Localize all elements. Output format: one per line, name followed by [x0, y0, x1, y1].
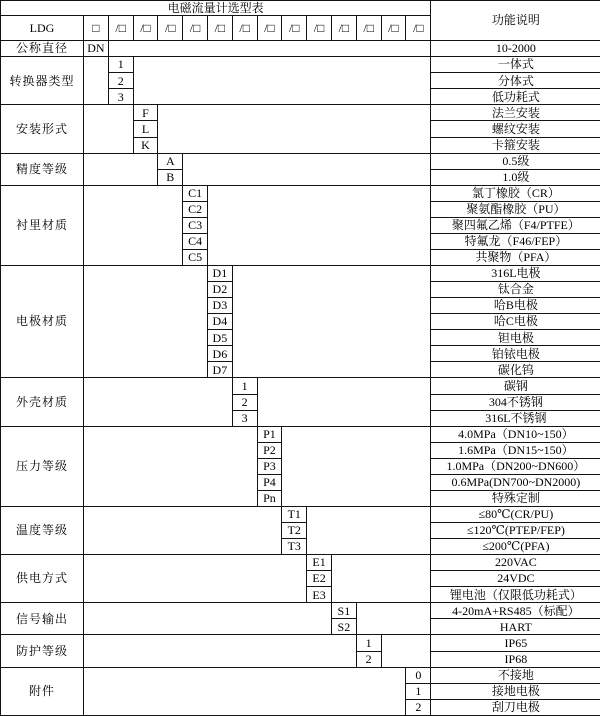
option-code-slot: /□ [232, 16, 257, 41]
function-cell: 0.6MPa(DN700~DN2000) [431, 474, 600, 490]
left-filler-cell [84, 105, 134, 153]
section-label: 转换器类型 [1, 57, 84, 105]
code-cell: T2 [282, 523, 307, 539]
option-code-slot: /□ [381, 16, 406, 41]
right-filler-cell [108, 41, 431, 57]
option-code-slot: /□ [331, 16, 356, 41]
section-label: 信号输出 [1, 603, 84, 635]
code-cell: 2 [356, 651, 381, 667]
code-cell: Pn [257, 490, 282, 506]
option-code-slot: /□ [158, 16, 183, 41]
left-filler-cell [84, 506, 282, 554]
code-cell: E2 [307, 571, 332, 587]
code-cell: L [133, 121, 158, 137]
table-title: 电磁流量计选型表 [1, 1, 431, 16]
section-label: 附件 [1, 667, 84, 715]
code-cell: D3 [207, 298, 232, 314]
code-cell: S1 [331, 603, 356, 619]
model-prefix: LDG [1, 16, 84, 41]
table-row [1, 506, 600, 522]
section-label: 精度等级 [1, 153, 84, 185]
code-cell: D2 [207, 282, 232, 298]
right-filler-cell [307, 506, 431, 554]
section-label: 安装形式 [1, 105, 84, 153]
function-cell: 接地电极 [431, 683, 600, 699]
left-filler-cell [84, 153, 158, 185]
table-row [1, 555, 600, 571]
code-cell: 1 [406, 683, 431, 699]
function-cell: 锂电池（仅限低功耗式） [431, 587, 600, 603]
function-cell: 一体式 [431, 57, 600, 73]
function-cell: 聚四氟乙烯（F4/PTFE） [431, 217, 600, 233]
table-row [1, 41, 600, 57]
right-filler-cell [232, 266, 431, 378]
code-cell: 0 [406, 667, 431, 683]
title-row [1, 1, 600, 16]
function-column-header: 功能说明 [431, 1, 600, 41]
function-cell: 1.0级 [431, 169, 600, 185]
dn-code-box: □ [84, 16, 109, 41]
option-code-slot: /□ [406, 16, 431, 41]
table-row [1, 426, 600, 442]
code-cell: P1 [257, 426, 282, 442]
table-row [1, 185, 600, 201]
section-label: 防护等级 [1, 635, 84, 667]
function-cell: 碳钢 [431, 378, 600, 394]
code-cell: C5 [183, 249, 208, 265]
code-cell: T1 [282, 506, 307, 522]
function-cell: 304不锈钢 [431, 394, 600, 410]
function-cell: 特氟龙（F46/FEP） [431, 233, 600, 249]
code-cell: 1 [356, 635, 381, 651]
code-cell: 3 [108, 89, 133, 105]
function-cell: ≤80℃(CR/PU) [431, 506, 600, 522]
left-filler-cell [84, 635, 357, 667]
code-cell: B [158, 169, 183, 185]
code-cell: T3 [282, 539, 307, 555]
function-cell: IP65 [431, 635, 600, 651]
function-cell: HART [431, 619, 600, 635]
table-row [1, 378, 600, 394]
section-label: 温度等级 [1, 506, 84, 554]
function-cell: 法兰安装 [431, 105, 600, 121]
function-cell: 哈C电极 [431, 314, 600, 330]
option-code-slot: /□ [207, 16, 232, 41]
left-filler-cell [84, 185, 183, 265]
function-cell: 铂铱电极 [431, 346, 600, 362]
function-cell: 碳化钨 [431, 362, 600, 378]
function-cell: 特殊定制 [431, 490, 600, 506]
table-row [1, 153, 600, 169]
right-filler-cell [133, 57, 431, 105]
code-cell: 1 [108, 57, 133, 73]
left-filler-cell [84, 266, 208, 378]
code-cell: C3 [183, 217, 208, 233]
code-cell: P2 [257, 442, 282, 458]
section-label: 外壳材质 [1, 378, 84, 426]
right-filler-cell [356, 603, 431, 635]
table-row [1, 635, 600, 651]
function-cell: 24VDC [431, 571, 600, 587]
function-cell: 不接地 [431, 667, 600, 683]
function-cell: 316L电极 [431, 266, 600, 282]
option-code-slot: /□ [183, 16, 208, 41]
function-cell: 聚氨酯橡胶（PU） [431, 201, 600, 217]
code-cell: C2 [183, 201, 208, 217]
code-cell: F [133, 105, 158, 121]
code-cell: E3 [307, 587, 332, 603]
code-cell: C4 [183, 233, 208, 249]
code-cell: E1 [307, 555, 332, 571]
table-row [1, 105, 600, 121]
function-cell: 1.0MPa（DN200~DN600） [431, 458, 600, 474]
option-code-slot: /□ [356, 16, 381, 41]
code-cell: 2 [108, 73, 133, 89]
function-cell: 316L不锈钢 [431, 410, 600, 426]
code-cell: S2 [331, 619, 356, 635]
option-code-slot: /□ [257, 16, 282, 41]
left-filler-cell [84, 57, 109, 105]
code-cell: D1 [207, 266, 232, 282]
section-label: 衬里材质 [1, 185, 84, 265]
section-label: 压力等级 [1, 426, 84, 506]
function-cell: 共聚物（PFA） [431, 249, 600, 265]
code-cell: D6 [207, 346, 232, 362]
table-row [1, 667, 600, 683]
code-cell: D4 [207, 314, 232, 330]
function-cell: 4-20mA+RS485（标配） [431, 603, 600, 619]
function-cell: 钽电极 [431, 330, 600, 346]
code-cell: C1 [183, 185, 208, 201]
code-cell: P4 [257, 474, 282, 490]
table-row [1, 266, 600, 282]
left-filler-cell [84, 603, 332, 635]
function-cell: 1.6MPa（DN15~150） [431, 442, 600, 458]
function-cell: ≤120℃(PTEP/FEP) [431, 523, 600, 539]
right-filler-cell [257, 378, 431, 426]
code-cell: D7 [207, 362, 232, 378]
right-filler-cell [282, 426, 431, 506]
function-cell: 钛合金 [431, 282, 600, 298]
code-cell: 2 [232, 394, 257, 410]
left-filler-cell [84, 555, 307, 603]
section-label: 电极材质 [1, 266, 84, 378]
function-cell: ≤200℃(PFA) [431, 539, 600, 555]
function-cell: 220VAC [431, 555, 600, 571]
function-cell: 刮刀电极 [431, 699, 600, 715]
code-cell: 2 [406, 699, 431, 715]
option-code-slot: /□ [108, 16, 133, 41]
function-cell: 低功耗式 [431, 89, 600, 105]
option-code-slot: /□ [282, 16, 307, 41]
option-code-slot: /□ [307, 16, 332, 41]
code-cell: DN [84, 41, 109, 57]
right-filler-cell [331, 555, 430, 603]
code-cell: 1 [232, 378, 257, 394]
table-row [1, 57, 600, 73]
code-cell: K [133, 137, 158, 153]
function-cell: IP68 [431, 651, 600, 667]
left-filler-cell [84, 426, 258, 506]
right-filler-cell [183, 153, 431, 185]
code-cell: 3 [232, 410, 257, 426]
function-cell: 0.5级 [431, 153, 600, 169]
code-cell: P3 [257, 458, 282, 474]
function-cell: 分体式 [431, 73, 600, 89]
right-filler-cell [381, 635, 431, 667]
function-cell: 卡箍安装 [431, 137, 600, 153]
section-label: 公称直径 [1, 41, 84, 57]
option-code-slot: /□ [133, 16, 158, 41]
function-cell: 螺纹安装 [431, 121, 600, 137]
table-row [1, 603, 600, 619]
section-label: 供电方式 [1, 555, 84, 603]
function-cell: 哈B电极 [431, 298, 600, 314]
left-filler-cell [84, 667, 406, 715]
code-cell: D5 [207, 330, 232, 346]
right-filler-cell [207, 185, 430, 265]
code-cell: A [158, 153, 183, 169]
right-filler-cell [158, 105, 431, 153]
function-cell: 10-2000 [431, 41, 600, 57]
left-filler-cell [84, 378, 233, 426]
function-cell: 4.0MPa（DN10~150） [431, 426, 600, 442]
function-cell: 氯丁橡胶（CR） [431, 185, 600, 201]
